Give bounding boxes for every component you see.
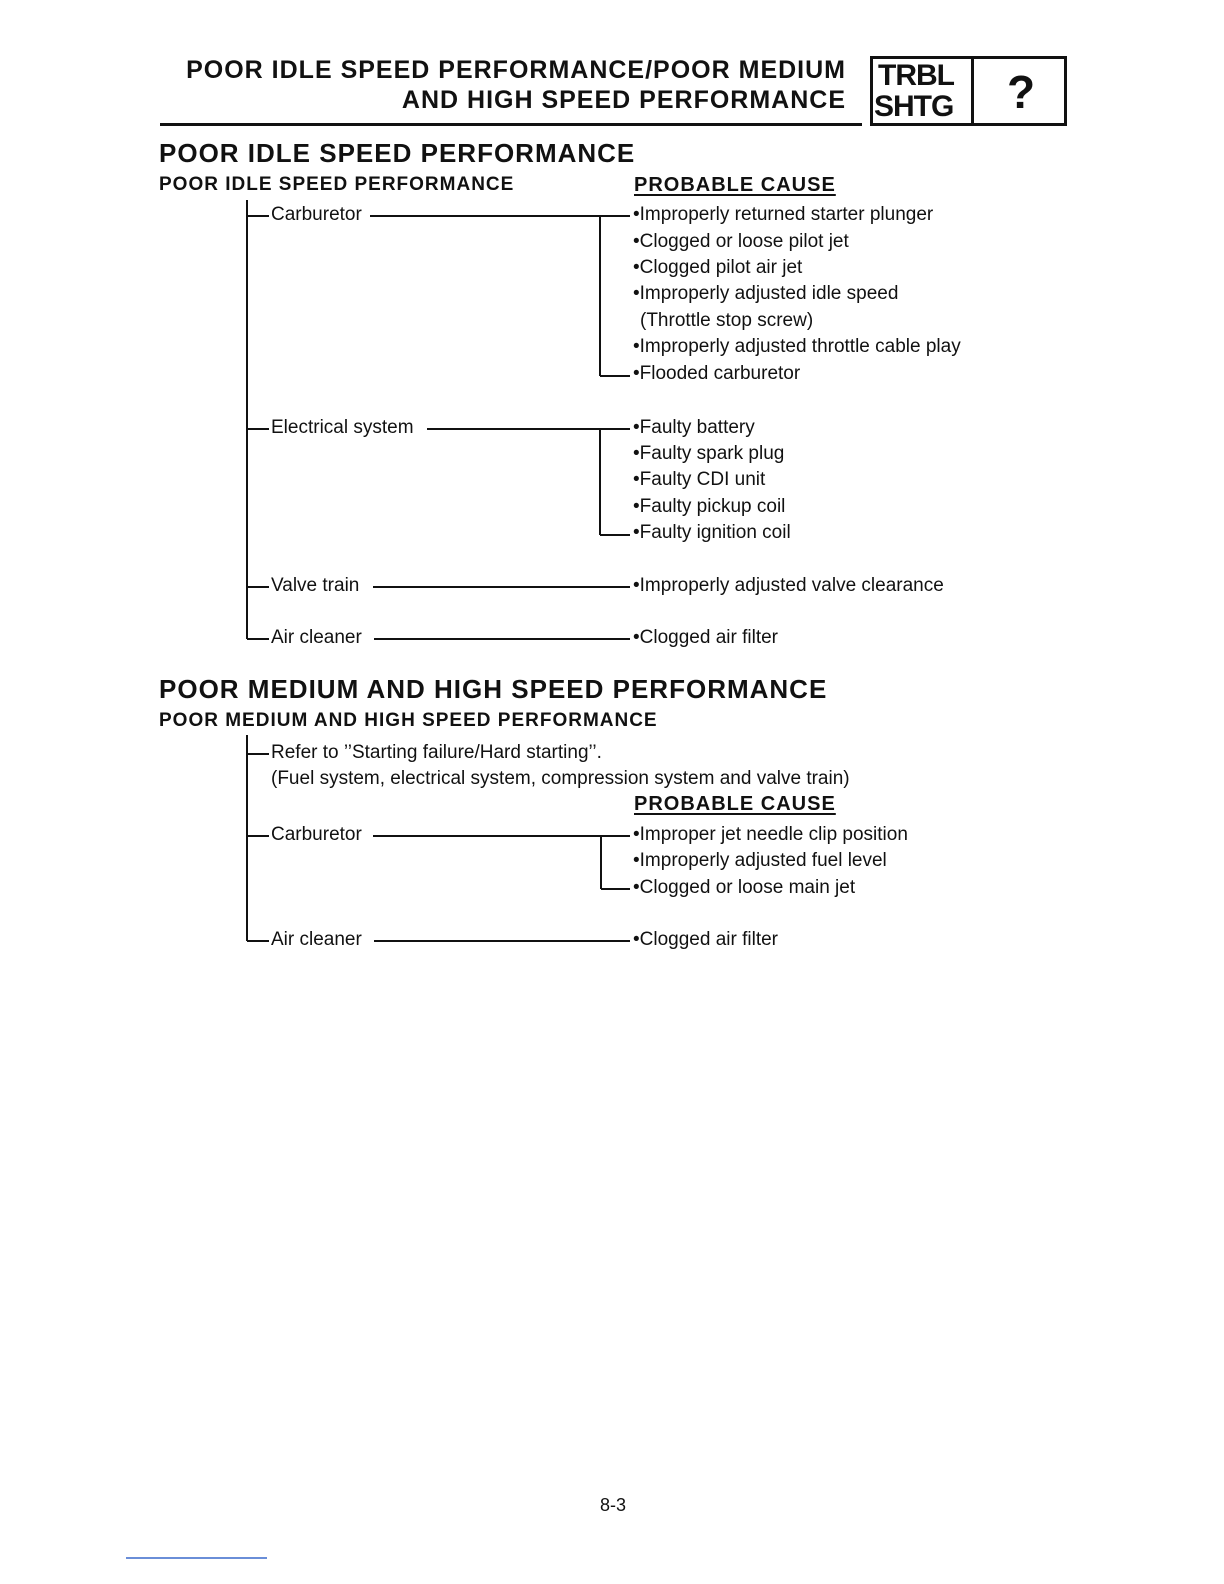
medium-carb-leader	[373, 835, 630, 837]
idle-group-label: Electrical system	[271, 417, 414, 438]
cause-item: •Clogged air filter	[633, 627, 778, 648]
idle-section-subheading: POOR IDLE SPEED PERFORMANCE	[159, 174, 515, 195]
refer-line-2: (Fuel system, electrical system, compression system and valve train)	[271, 768, 850, 789]
idle-tree-trunk	[246, 200, 248, 639]
header-rule	[160, 123, 862, 126]
cause-item: •Clogged pilot air jet	[633, 257, 803, 278]
cause-item: •Clogged air filter	[633, 929, 778, 950]
idle-group-label: Valve train	[271, 575, 360, 596]
idle-elec-branch	[247, 428, 269, 430]
idle-group-label: Air cleaner	[271, 627, 362, 648]
medium-carb-branch	[247, 835, 269, 837]
cause-item: •Improperly returned starter plunger	[633, 204, 934, 225]
cause-item: •Clogged or loose main jet	[633, 877, 856, 898]
medium-section-heading: POOR MEDIUM AND HIGH SPEED PERFORMANCE	[159, 674, 828, 704]
medium-probable-cause-label: PROBABLE CAUSE	[634, 793, 836, 815]
badge-divider	[971, 58, 974, 124]
badge-line2: SHTG	[874, 90, 954, 123]
idle-carb-branch	[247, 215, 269, 217]
badge-line1: TRBL	[878, 59, 954, 92]
idle-section-heading: POOR IDLE SPEED PERFORMANCE	[159, 138, 636, 168]
cause-item: •Improperly adjusted fuel level	[633, 850, 887, 871]
medium-section-subheading: POOR MEDIUM AND HIGH SPEED PERFORMANCE	[159, 710, 658, 731]
medium-air-leader	[374, 940, 630, 942]
cause-item: •Improperly adjusted idle speed	[633, 283, 899, 304]
page-number: 8-3	[600, 1495, 627, 1515]
medium-carb-bracket-foot	[601, 888, 630, 890]
header-title-line2: AND HIGH SPEED PERFORMANCE	[401, 86, 846, 114]
medium-air-branch	[247, 940, 269, 942]
cause-item: •Improperly adjusted throttle cable play	[633, 336, 961, 357]
cause-item: •Faulty battery	[633, 417, 755, 438]
idle-valve-branch	[247, 586, 269, 588]
idle-air-leader	[374, 638, 630, 640]
idle-probable-cause-label: PROBABLE CAUSE	[634, 174, 836, 196]
refer-line-1: Refer to ’’Starting failure/Hard starting’’.	[271, 742, 602, 763]
idle-carb-bracket-foot	[600, 375, 630, 377]
idle-group-label: Carburetor	[271, 204, 362, 225]
question-mark-icon: ?	[1007, 66, 1036, 118]
idle-valve-leader	[373, 586, 630, 588]
cause-item: •Flooded carburetor	[633, 363, 801, 384]
cause-item: •Faulty ignition coil	[633, 522, 791, 543]
idle-elec-bracket-foot	[600, 534, 630, 536]
medium-carb-bracket	[600, 835, 602, 889]
cause-item: •Faulty spark plug	[633, 443, 785, 464]
idle-elec-bracket	[599, 428, 601, 535]
idle-carb-bracket	[599, 215, 601, 376]
cause-item: •Improper jet needle clip position	[633, 824, 908, 845]
medium-tree-trunk	[246, 735, 248, 941]
medium-group-label: Carburetor	[271, 824, 362, 845]
scan-edge-line	[126, 1557, 267, 1559]
medium-group-label: Air cleaner	[271, 929, 362, 950]
header-title-line1: POOR IDLE SPEED PERFORMANCE/POOR MEDIUM	[186, 56, 846, 84]
idle-carb-leader	[370, 215, 630, 217]
cause-item-note: (Throttle stop screw)	[640, 310, 814, 331]
cause-item: •Improperly adjusted valve clearance	[633, 575, 944, 596]
cause-item: •Faulty pickup coil	[633, 496, 786, 517]
idle-air-branch	[247, 638, 269, 640]
cause-item: •Faulty CDI unit	[633, 469, 766, 490]
medium-refer-branch	[247, 753, 269, 755]
cause-item: •Clogged or loose pilot jet	[633, 231, 849, 252]
